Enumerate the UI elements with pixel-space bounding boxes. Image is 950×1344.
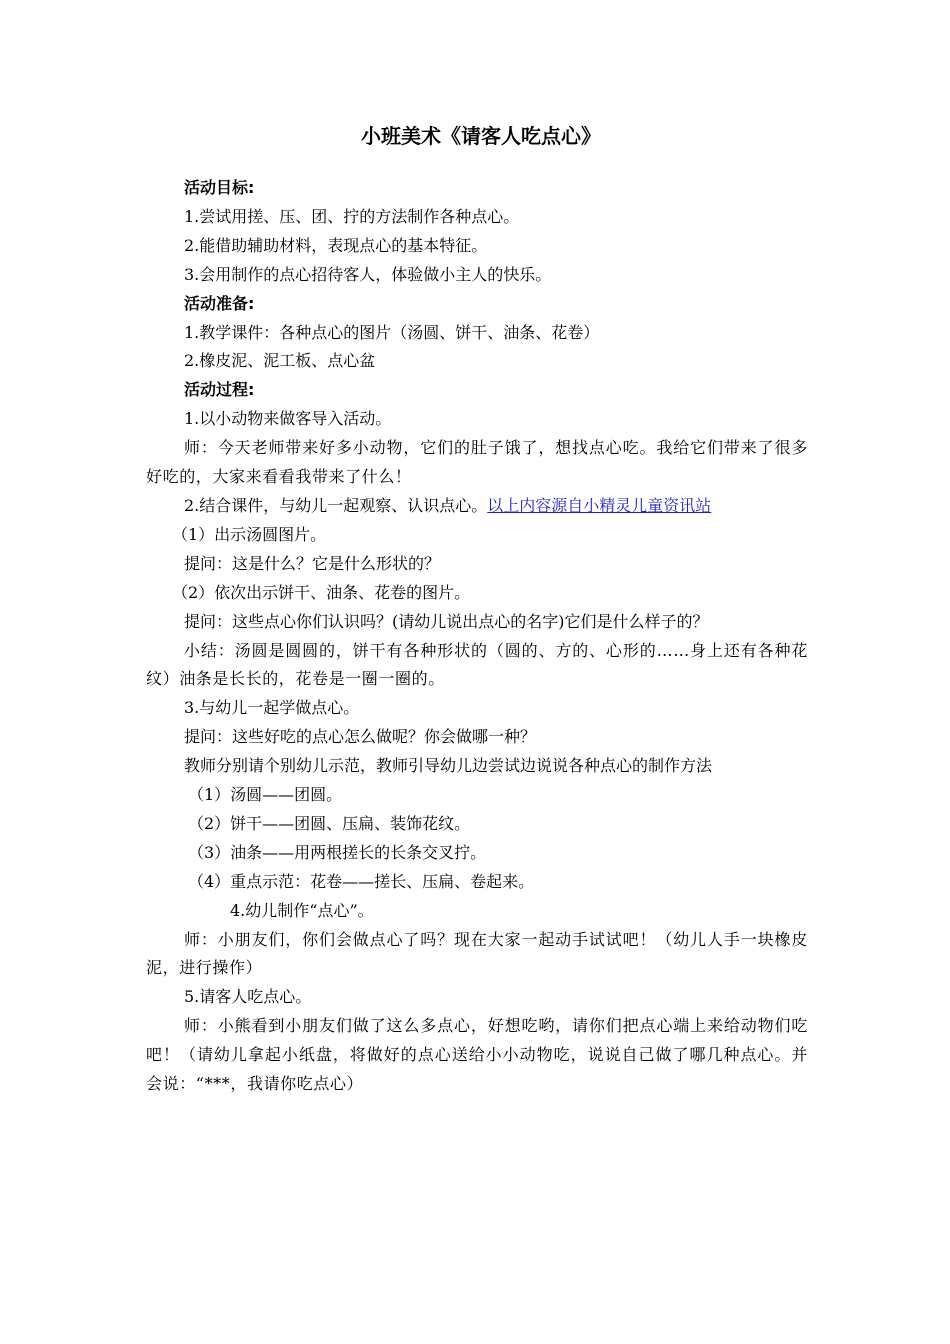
goal-item-2: 2.能借助辅助材料，表现点心的基本特征。 — [184, 235, 488, 255]
step-3-question: 提问：这些好吃的点心怎么做呢？你会做哪一种？ — [184, 727, 537, 747]
step-2-text: 2.结合课件，与幼儿一起观察、认识点心。 — [184, 495, 488, 515]
prep-heading: 活动准备: — [184, 293, 255, 313]
step-3: 3.与幼儿一起学做点心。 — [184, 698, 360, 718]
step-5-teacher-speech: 师：小熊看到小朋友们做了这么多点心，好想吃哟，请你们把点心端上来给动物们吃吧！（请幼儿拿起小纸盘，将做好的点心送给小小动物吃，说说自己做了哪几种点心。并会说：“***，我请你吃点心） — [146, 1016, 808, 1094]
prep-item-2: 2.橡皮泥、泥工板、点心盆 — [184, 351, 376, 371]
step-3-item-4: （4）重点示范：花卷——搓长、压扁、卷起来。 — [188, 871, 535, 891]
step-2-sub-2: （2）依次出示饼干、油条、花卷的图片。 — [172, 582, 471, 602]
goal-item-1: 1.尝试用搓、压、团、拧的方法制作各种点心。 — [184, 206, 520, 226]
step-3-item-2: （2）饼干——团圆、压扁、装饰花纹。 — [188, 813, 471, 833]
step-1-teacher-speech: 师：今天老师带来好多小动物，它们的肚子饿了，想找点心吃。我给它们带来了很多好吃的，大家来看看我带来了什么！ — [146, 438, 808, 487]
step-2 — [146, 492, 808, 521]
step-2-question-1: 提问：这是什么？它是什么形状的？ — [184, 553, 441, 573]
step-4: 4.幼儿制作“点心”。 — [230, 900, 374, 920]
step-5: 5.请客人吃点心。 — [184, 987, 312, 1007]
step-3-item-3: （3）油条——用两根搓长的长条交叉拧。 — [188, 842, 487, 862]
prep-item-1: 1.教学课件：各种点心的图片（汤圆、饼干、油条、花卷） — [184, 322, 600, 342]
goal-heading: 活动目标: — [184, 178, 255, 197]
document-title: 小班美术《请客人吃点心》 — [361, 124, 601, 148]
step-4-teacher-speech: 师：小朋友们，你们会做点心了吗？现在大家一起动手试试吧！（幼儿人手一块橡皮泥，进行操作） — [146, 929, 808, 978]
goal-item-3: 3.会用制作的点心招待客人，体验做小主人的快乐。 — [184, 264, 552, 284]
source-link[interactable]: 以上内容源自小精灵儿童资讯站 — [487, 495, 712, 515]
step-2-sub-1: （1）出示汤圆图片。 — [172, 524, 327, 544]
step-2-summary: 小结：汤圆是圆圆的，饼干有各种形状的（圆的、方的、心形的……身上还有各种花纹）油条是长长的，花卷是一圈一圈的。 — [146, 640, 808, 689]
step-1: 1.以小动物来做客导入活动。 — [184, 409, 392, 429]
document-page — [146, 120, 808, 1099]
step-3-demo: 教师分别请个别幼儿示范，教师引导幼儿边尝试边说说各种点心的制作方法 — [184, 756, 713, 776]
process-heading: 活动过程: — [184, 380, 255, 400]
step-3-item-1: （1）汤圆——团圆。 — [188, 785, 343, 805]
step-2-question-2: 提问：这些点心你们认识吗？(请幼儿说出点心的名字)它们是什么样子的？ — [184, 611, 709, 631]
